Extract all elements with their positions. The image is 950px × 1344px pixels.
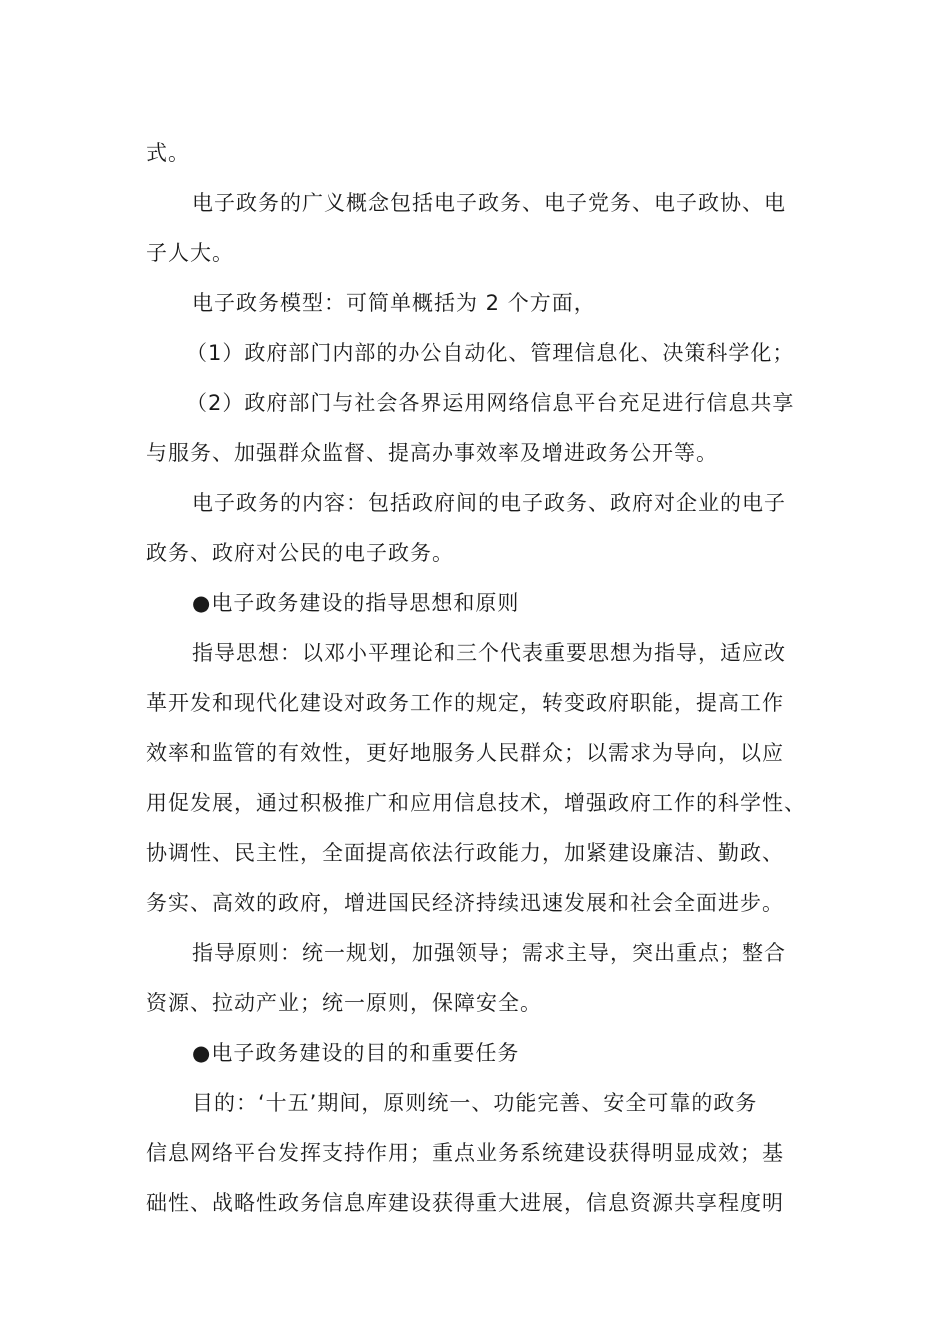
section-heading-purpose: ●电子政务建设的目的和重要任务 (192, 1041, 520, 1065)
text-line: 础性、战略性政务信息库建设获得重大进展，信息资源共享程度明 (146, 1191, 784, 1215)
paragraph-broad-concept: 电子政务的广义概念包括电子政务、电子党务、电子政协、电 (192, 191, 786, 215)
text-line: 协调性、民主性，全面提高依法行政能力，加紧建设廉洁、勤政、 (146, 841, 784, 865)
paragraph-guiding-principle: 指导原则：统一规划，加强领导；需求主导，突出重点；整合 (192, 941, 786, 965)
section-heading-guiding: ●电子政务建设的指导思想和原则 (192, 591, 520, 615)
text-line: 信息网络平台发挥支持作用；重点业务系统建设获得明显成效；基 (146, 1141, 784, 1165)
paragraph-content: 电子政务的内容：包括政府间的电子政务、政府对企业的电子 (192, 491, 786, 515)
text-line: 效率和监管的有效性，更好地服务人民群众；以需求为导向，以应 (146, 741, 784, 765)
text-line: 资源、拉动产业；统一原则，保障安全。 (146, 991, 542, 1015)
text-line: 与服务、加强群众监督、提高办事效率及增进政务公开等。 (146, 441, 718, 465)
paragraph-model: 电子政务模型：可简单概括为 2 个方面， (192, 291, 596, 315)
text-line: 用促发展，通过积极推广和应用信息技术，增强政府工作的科学性、 (146, 791, 806, 815)
list-item-2: （2）政府部门与社会各界运用网络信息平台充足进行信息共享 (186, 391, 795, 415)
text-line: 子人大。 (146, 241, 234, 265)
paragraph-guiding-thought: 指导思想：以邓小平理论和三个代表重要思想为指导，适应改 (192, 641, 786, 665)
text-line: 政务、政府对公民的电子政务。 (146, 541, 454, 565)
paragraph-purpose: 目的：‘十五’期间，原则统一、功能完善、安全可靠的政务 (192, 1091, 758, 1115)
document-body (146, 128, 826, 1228)
text-line: 革开发和现代化建设对政务工作的规定，转变政府职能，提高工作 (146, 691, 784, 715)
text-line: 式。 (146, 141, 190, 165)
list-item-1: （1）政府部门内部的办公自动化、管理信息化、决策科学化； (186, 341, 795, 365)
text-line: 务实、高效的政府，增进国民经济持续迅速发展和社会全面进步。 (146, 891, 784, 915)
